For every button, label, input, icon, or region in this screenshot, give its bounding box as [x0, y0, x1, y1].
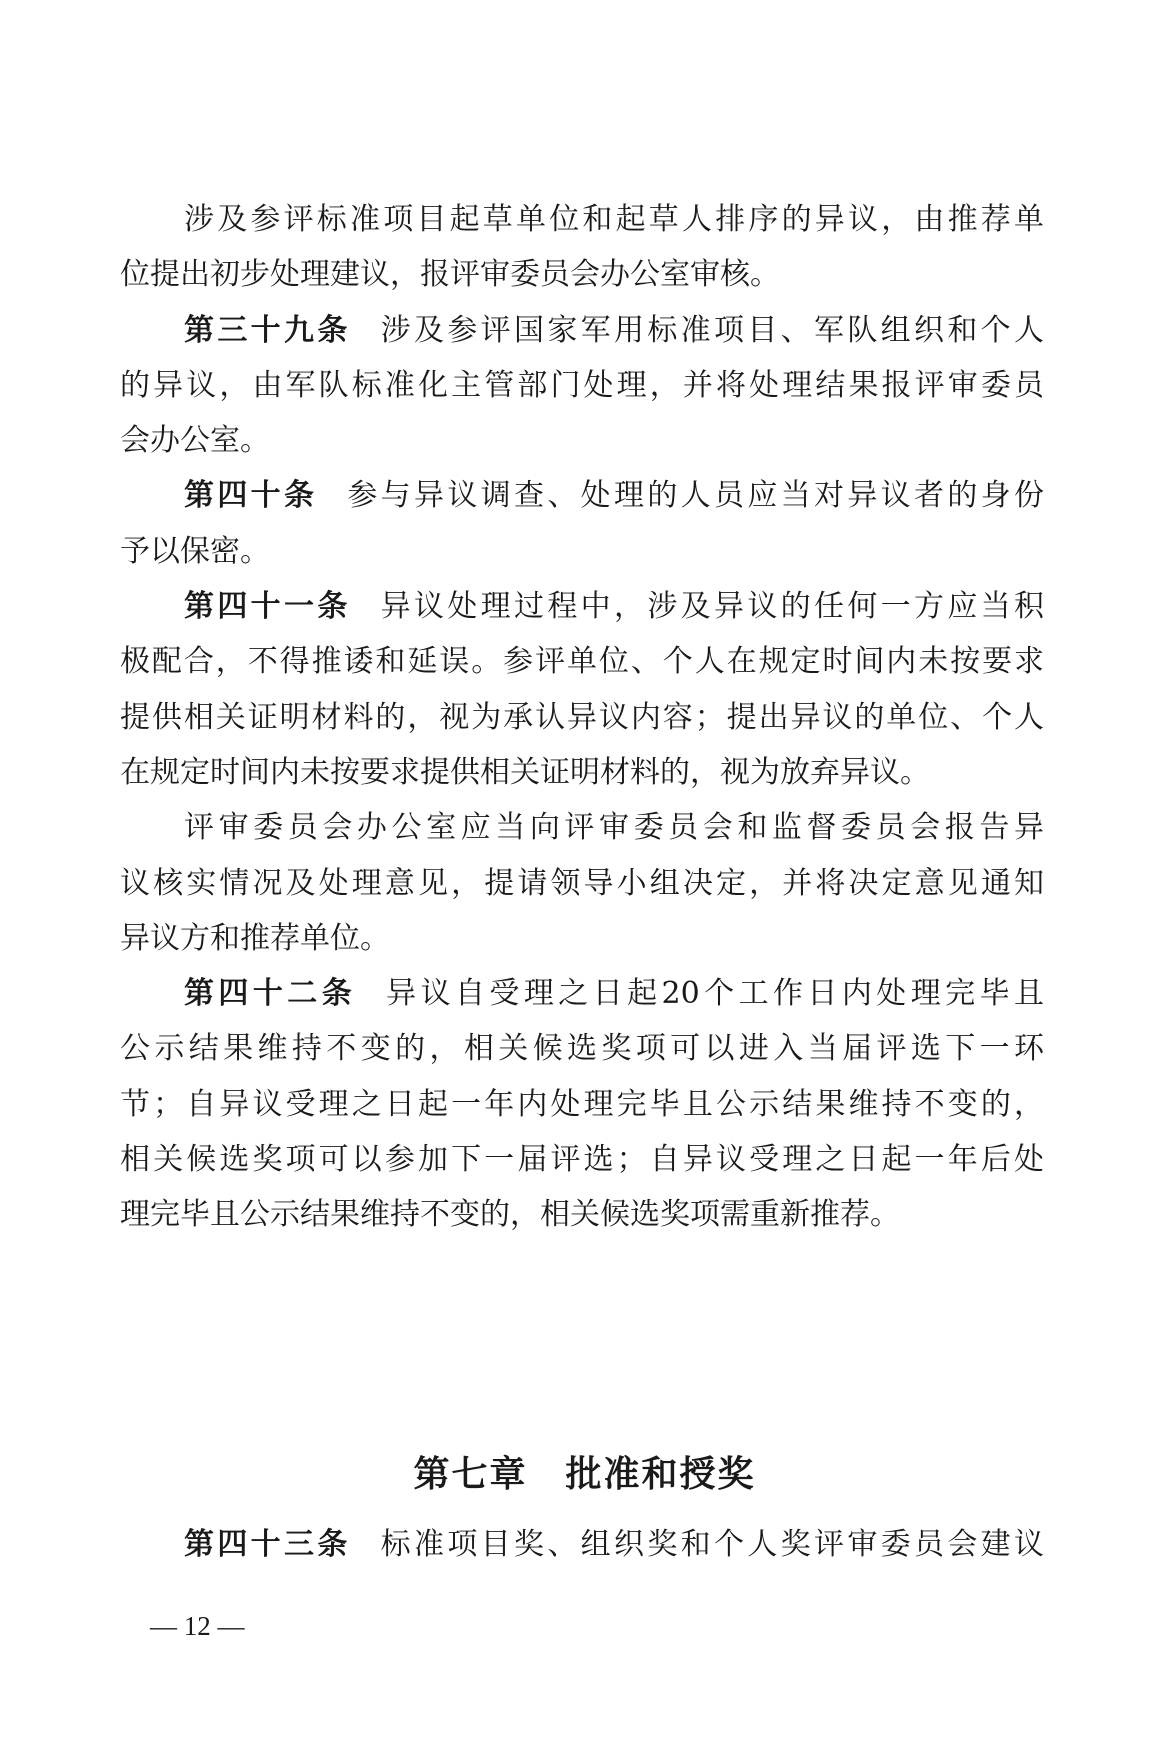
text-line: 会办公室。 — [120, 423, 270, 458]
article-42-line — [184, 964, 1044, 1024]
article-number: 第四十三条 — [184, 1527, 351, 1562]
text-line: 节；自异议受理之日起一年内处理完毕且公示结果维持不变的， — [120, 1087, 1044, 1122]
text-line: 提供相关证明材料的，视为承认异议内容；提出异议的单位、个人 — [120, 700, 1044, 735]
article-43-line — [184, 1515, 1044, 1575]
text-line: 公示结果维持不变的，相关候选奖项可以进入当届评选下一环 — [120, 1031, 1044, 1066]
text-line: 予以保密。 — [120, 534, 270, 569]
article-40-line — [184, 466, 1044, 526]
article-number: 第四十一条 — [184, 589, 351, 624]
text-span: 异议自受理之日起20个工作日内处理完毕且 — [386, 976, 1044, 1011]
text-span: 参与异议调查、处理的人员应当对异议者的身份 — [347, 478, 1044, 513]
text-line: 在规定时间内未按要求提供相关证明材料的，视为放弃异议。 — [120, 755, 930, 790]
text-line: 极配合，不得推诿和延误。参评单位、个人在规定时间内未按要求 — [120, 644, 1044, 679]
text-span: 异议处理过程中，涉及异议的任何一方应当积 — [380, 589, 1044, 624]
article-39-line — [184, 301, 1044, 361]
article-number: 第四十条 — [184, 478, 318, 513]
text-line: 涉及参评标准项目起草单位和起草人排序的异议，由推荐单 — [184, 202, 1044, 237]
article-number: 第四十二条 — [184, 976, 357, 1011]
page-number: — 12 — — [150, 1611, 245, 1641]
text-line: 的异议，由军队标准化主管部门处理，并将处理结果报评审委员 — [120, 368, 1044, 403]
article-41-line — [184, 577, 1044, 637]
chapter-heading: 第七章 批准和授奖 — [413, 1454, 756, 1495]
text-line: 位提出初步处理建议，报评审委员会办公室审核。 — [120, 257, 780, 292]
text-line: 评审委员会办公室应当向评审委员会和监督委员会报告异 — [184, 810, 1044, 845]
text-line: 异议方和推荐单位。 — [120, 921, 390, 956]
article-number: 第三十九条 — [184, 313, 351, 348]
text-line: 理完毕且公示结果维持不变的，相关候选奖项需重新推荐。 — [120, 1197, 900, 1232]
text-span: 标准项目奖、组织奖和个人奖评审委员会建议 — [380, 1527, 1044, 1562]
text-line: 相关候选奖项可以参加下一届评选；自异议受理之日起一年后处 — [120, 1142, 1044, 1177]
text-line: 议核实情况及处理意见，提请领导小组决定，并将决定意见通知 — [120, 866, 1044, 901]
text-span: 涉及参评国家军用标准项目、军队组织和个人 — [380, 313, 1044, 348]
